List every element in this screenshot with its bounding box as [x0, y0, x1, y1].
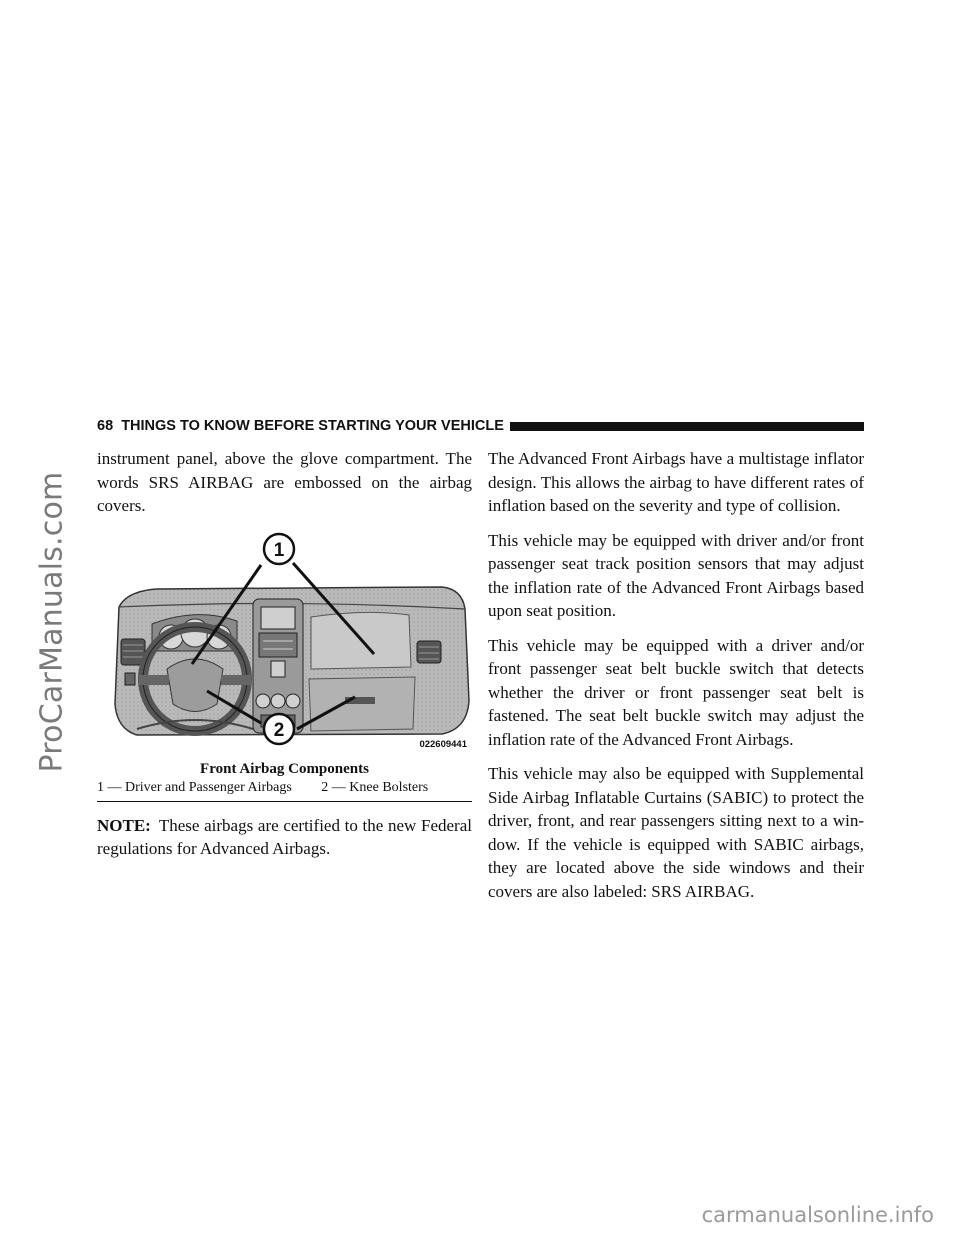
callout-2-label: 2: [273, 719, 285, 741]
paragraph-seat-track-sensors: This vehicle may be equipped with driver and/or front passenger seat track position sensors that may adjust the inflation rate of the Advanced Front Airbags based upon seat position.: [488, 530, 864, 620]
note-paragraph: [97, 814, 472, 861]
dashboard-illustration: [97, 529, 472, 759]
figure-caption: Front Airbag Components: [200, 760, 369, 777]
note-text: These airbags are certified to the new Federal regulations for Advanced Airbags.: [97, 815, 472, 858]
legend-item-1: 1 — Driver and Passenger Airbags: [97, 779, 292, 795]
header-title: 68 THINGS TO KNOW BEFORE STARTING YOUR VEHICLE: [97, 418, 504, 434]
front-airbag-diagram: [97, 529, 472, 759]
side-watermark: ProCarManuals.com: [34, 471, 70, 773]
paragraph-buckle-switch: This vehicle may be equipped with a driver and/or front passenger seat belt buckle switch that detects whether the driver or front passenger seat belt is fastened. The seat belt buckle switch may adjust the inflation rate of the Advanced Front Airbags.: [488, 635, 864, 749]
image-code: 022609441: [419, 738, 467, 750]
note-label: NOTE:: [97, 815, 151, 835]
bottom-watermark: carmanualsonline.info: [701, 1203, 934, 1227]
paragraph-multistage-inflator: The Advanced Front Airbags have a multistage inflator design. This allows the airbag to have different rates of inflation based on the severity and type of collision.: [488, 449, 864, 515]
intro-paragraph: instrument panel, above the glove compartment. The words SRS AIRBAG are embossed on the airbag covers.: [97, 449, 472, 515]
legend-item-2: 2 — Knee Bolsters: [321, 779, 429, 795]
header-rule: [510, 422, 864, 431]
right-column: [488, 447, 864, 914]
page-header: [97, 416, 864, 436]
left-column: [97, 447, 472, 872]
figure-legend: [97, 779, 472, 802]
paragraph-sabic: This vehicle may also be equipped with Supplemental Side Airbag Inflatable Curtains (SABIC) to protect the driver, front, and rear passengers sitting next to a win- dow. If the vehicle is equipped with SABIC airbags, they are located above the side windows and their covers are also labeled: SRS AIRBAG.: [488, 764, 864, 901]
callout-1-label: 1: [273, 539, 285, 561]
